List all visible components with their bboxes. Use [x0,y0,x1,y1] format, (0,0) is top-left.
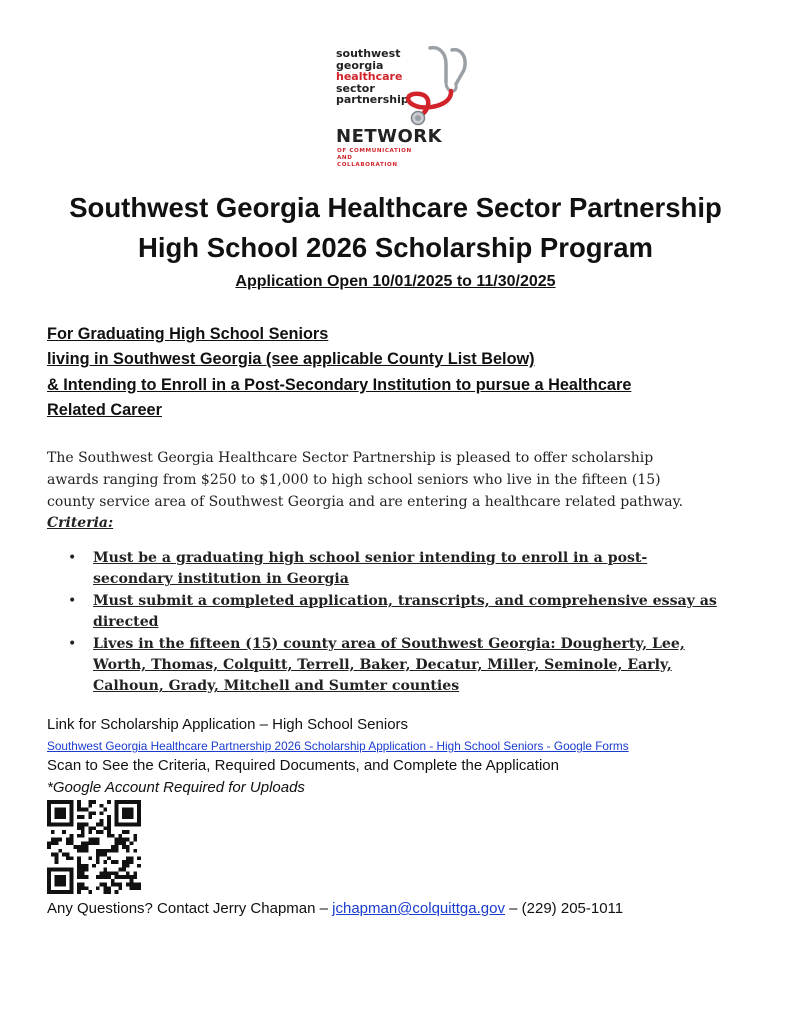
criteria-list [66,548,756,698]
partnership-logo [330,44,490,176]
heading-line-2: living in Southwest Georgia (see applicable County List Below) [47,350,535,369]
logo-subtitle [337,148,412,169]
criteria-item [66,548,756,591]
contact-phone: – (229) 205-1011 [504,900,624,917]
criteria-item [66,591,756,634]
bullet-icon: • [68,550,77,566]
google-account-note: *Google Account Required for Uploads [47,779,305,796]
contact-prefix: Any Questions? Contact Jerry Chapman – [47,900,333,917]
logo-network: NETWORK [336,126,443,147]
application-form-link[interactable]: Southwest Georgia Healthcare Partnership 2026 Scholarship Application - High School Seniors - Google Forms [47,739,629,753]
application-dates: Application Open 10/01/2025 to 11/30/2025 [235,273,556,290]
application-link-label: Link for Scholarship Application – High School Seniors [47,716,409,733]
logo-sub-3: COLLABORATION [337,162,398,168]
criteria-label: Criteria: [47,515,114,532]
bullet-icon: • [68,635,77,652]
criteria-item-line: Must be a graduating high school senior intending to enroll in a post- [93,550,648,566]
heading-line-4: Related Career [47,400,162,419]
intro-line-2: awards ranging from $250 to $1,000 to high school seniors who live in the fifteen (15) [47,471,661,488]
logo-line-3: healthcare [336,70,403,83]
criteria-item-line: Worth, Thomas, Colquitt, Terrell, Baker, Decatur, Miller, Seminole, Early, [93,657,672,674]
intro-paragraph [47,448,747,535]
scan-instructions: Scan to See the Criteria, Required Documents, and Complete the Application [47,757,559,774]
program-title: High School 2026 Scholarship Program [138,232,653,263]
heading-line-3: & Intending to Enroll in a Post-Secondary Institution to pursue a Healthcare [47,375,632,394]
criteria-item-line: secondary institution in Georgia [93,571,349,588]
intro-line-1: The Southwest Georgia Healthcare Sector Partnership is pleased to offer scholarship [47,450,654,466]
criteria-item-line: Must submit a completed application, transcripts, and comprehensive essay as [93,592,717,609]
contact-email-link[interactable]: jchapman@colquittga.gov [332,900,505,917]
criteria-item-line: directed [93,614,159,631]
bullet-icon: • [68,592,77,609]
criteria-item [66,634,756,698]
logo-line-1: southwest [336,47,401,60]
heading-line-1: For Graduating High School Seniors [47,325,329,343]
logo-sub-1: OF COMMUNICATION [337,148,412,154]
logo-sub-2: AND [337,155,353,161]
logo-line-5: partnership [336,93,409,106]
eligibility-heading [47,322,747,423]
contact-line [47,900,623,917]
logo-line-4: sector [336,81,375,95]
intro-line-3: county service area of Southwest Georgia and are entering a healthcare related pathway. [47,493,684,510]
qr-code-icon[interactable] [47,800,141,894]
stethoscope-icon [386,44,486,126]
logo-line-2: georgia [336,58,384,72]
criteria-item-line: Lives in the fifteen (15) county area of Southwest Georgia: Dougherty, Lee, [93,635,685,652]
criteria-item-line: Calhoun, Grady, Mitchell and Sumter counties [93,678,460,695]
page-title: Southwest Georgia Healthcare Sector Partnership [69,192,722,223]
